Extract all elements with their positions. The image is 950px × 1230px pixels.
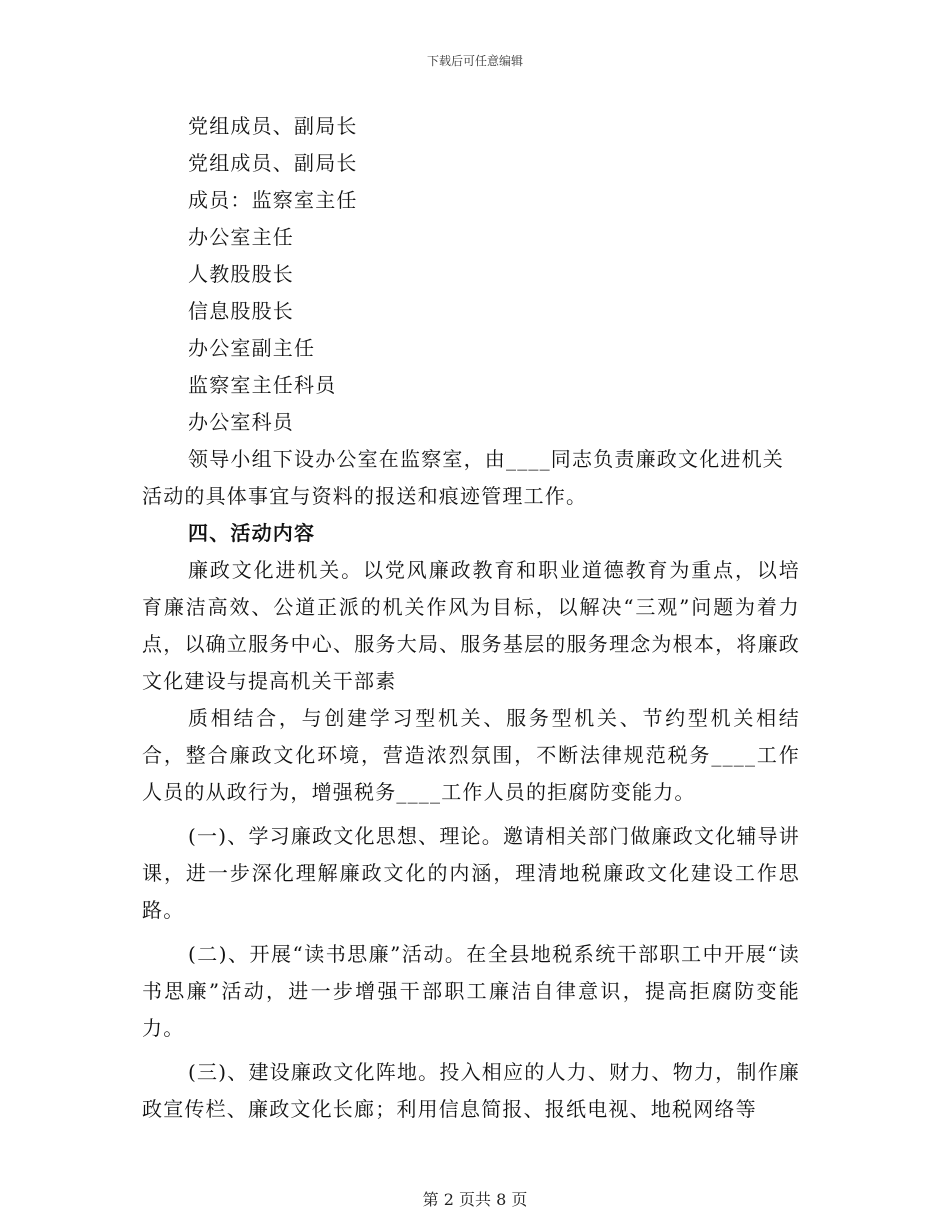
document-body (142, 108, 800, 1128)
content-continuation-paragraph: 质相结合，与创建学习型机关、服务型机关、节约型机关相结合，整合廉政文化环境，营造浓烈氛围，不断法律规范税务____工作人员的从政行为，增强税务____工作人员的拒腐防变能力。 (142, 706, 800, 804)
member-line: 办公室科员 (188, 410, 294, 434)
item-2-paragraph: (二)、开展“读书思廉”活动。在全县地税系统干部职工中开展“读书思廉”活动，进一步增强干部职工廉洁自律意识，提高拒腐防变能力。 (142, 942, 800, 1040)
office-paragraph-line-1: 领导小组下设办公室在监察室，由____同志负责廉政文化进机关 (188, 447, 784, 471)
member-line: 党组成员、副局长 (188, 151, 358, 175)
member-line: 人教股股长 (188, 262, 294, 286)
item-1-paragraph: (一)、学习廉政文化思想、理论。邀请相关部门做廉政文化辅导讲课，进一步深化理解廉政文化的内涵，理清地税廉政文化建设工作思路。 (142, 824, 800, 922)
member-line: 党组成员、副局长 (188, 114, 358, 138)
member-line: 信息股股长 (188, 299, 294, 323)
content-intro-paragraph: 廉政文化进机关。以党风廉政教育和职业道德教育为重点，以培育廉洁高效、公道正派的机关作风为目标，以解决“三观”问题为着力点，以确立服务中心、服务大局、服务基层的服务理念为根本，将廉政文化建设与提高机关干部素 (142, 558, 800, 693)
page-header: 下载后可任意编辑 (426, 54, 523, 68)
office-paragraph-line-2: 活动的具体事宜与资料的报送和痕迹管理工作。 (142, 484, 588, 508)
item-3-paragraph: (三)、建设廉政文化阵地。投入相应的人力、财力、物力，制作廉政宣传栏、廉政文化长廊；利用信息简报、报纸电视、地税网络等 (142, 1060, 800, 1121)
member-line: 办公室主任 (188, 225, 294, 249)
page-footer: 第 2 页共 8 页 (422, 1190, 528, 1209)
section-heading: 四、活动内容 (188, 521, 316, 545)
member-line: 办公室副主任 (188, 336, 316, 360)
member-line: 监察室主任科员 (188, 373, 337, 397)
member-line: 成员：监察室主任 (188, 188, 358, 212)
